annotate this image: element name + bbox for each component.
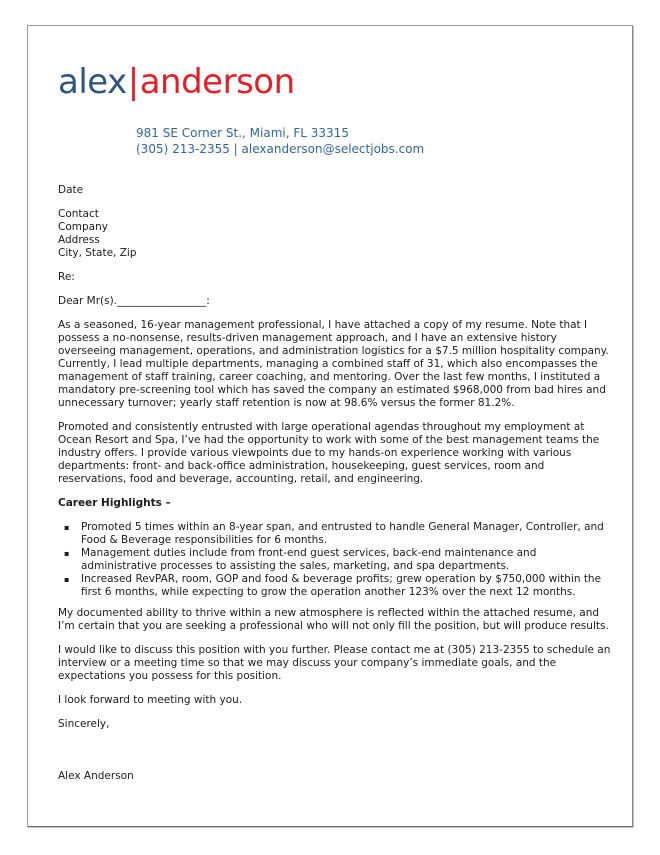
highlight-item [58,521,614,547]
recipient-line-address: Address [58,234,100,246]
paragraph-look-forward: I look forward to meeting with you. [58,694,243,706]
recipient-block [58,208,614,260]
square-bullet-icon: ▪ [64,523,70,532]
letter-content [58,60,614,783]
signoff: Sincerely, [58,718,110,730]
highlight-item [58,573,614,599]
recipient-line-city-state-zip: City, State, Zip [58,247,137,259]
logo-separator: | [127,62,139,102]
contact-block [136,125,614,157]
letter-body [58,184,614,783]
letter-page [27,25,633,827]
letterhead-logo [58,60,614,104]
date-placeholder: Date [58,184,84,196]
paragraph-intro: As a seasoned, 16-year management professional, I have attached a copy of my resume. Note that I possess a no-nonsense, results-driven management approach, and I have an extensive history overseeing management, operations, and administration logistics for a $7.5 million hospitality company. Currently, I lead multiple departments, managing a combined staff of 31, which also encompasses the management of staff training, career coaching, and mentoring. Over the last few months, I instituted a mandatory pre-screening tool which has saved the company an estimated $968,000 from bad hires and unnecessary turnover; yearly staff retention is now at 98.6% versus the former 81.2%. [58,319,609,409]
square-bullet-icon: ▪ [64,549,70,558]
re-line: Re: [58,271,75,283]
highlight-text: Increased RevPAR, room, GOP and food & beverage profits; grew operation by $750,000 within the first 6 months, while expecting to grow the operation another 123% over the next 12 months. [81,573,602,598]
recipient-line-company: Company [58,221,108,233]
logo-last-name: anderson [139,62,295,102]
paragraph-contact-request: I would like to discuss this position with you further. Please contact me at (305) 213-2355 to schedule an interview or a meeting time so that we may discuss your company’s immediate goals, and the expectations you possess for this position. [58,644,611,682]
salutation: Dear Mr(s)._________________: [58,295,210,307]
career-highlights-list [58,521,614,599]
highlight-text: Management duties include from front-end guest services, back-end maintenance and administrative processes to assisting the sales, marketing, and spa departments. [81,547,537,572]
contact-phone-email-line: (305) 213-2355 | alexanderson@selectjobs.com [136,142,425,156]
contact-address-line: 981 SE Corner St., Miami, FL 33315 [136,126,349,140]
paragraph-experience: Promoted and consistently entrusted with large operational agendas throughout my employment at Ocean Resort and Spa, I’ve had the opportunity to work with some of the best management teams the industry offers. I provide various viewpoints due to my hands-on experience working with various departments: front- and back-office administration, housekeeping, guest services, room and reservations, food and beverage, accounting, retail, and engineering. [58,421,600,485]
square-bullet-icon: ▪ [64,575,70,584]
recipient-line-contact: Contact [58,208,99,220]
signature-name: Alex Anderson [58,770,134,782]
paragraph-ability: My documented ability to thrive within a new atmosphere is reflected within the attached resume, and I’m certain that you are seeking a professional who will not only fill the position, but will produce results. [58,607,609,632]
highlight-item [58,547,614,573]
highlight-text: Promoted 5 times within an 8-year span, and entrusted to handle General Manager, Controller, and Food & Beverage responsibilities for 6 months. [81,521,604,546]
career-highlights-heading: Career Highlights – [58,497,171,509]
logo-first-name: alex [58,62,127,102]
